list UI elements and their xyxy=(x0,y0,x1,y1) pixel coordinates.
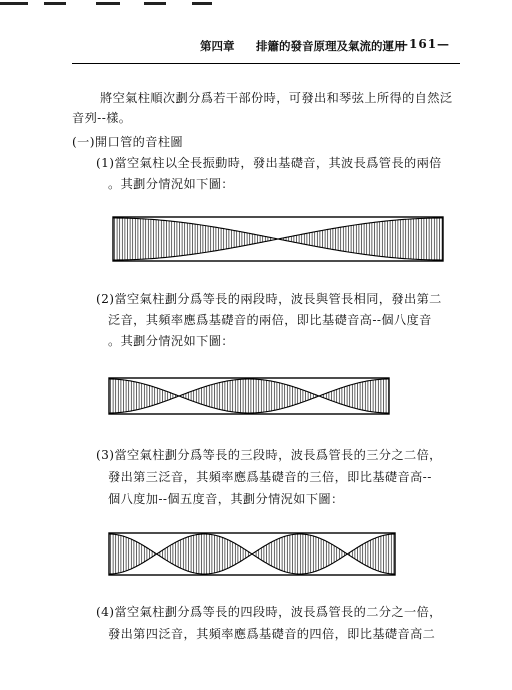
chapter-title: 排簫的發音原理及氣流的運用 xyxy=(256,39,406,53)
item-2-line-2: 泛音，其頻率應爲基礎音的兩倍，即比基礎音高--個八度音 xyxy=(108,313,432,327)
chapter-label: 第四章 xyxy=(200,39,235,53)
item-1-line-1: (1)當空氣柱以全長振動時，發出基礎音，其波長爲管長的兩倍 xyxy=(96,156,442,170)
item-4-line-2: 發出第四泛音，其頻率應爲基礎音的四倍，即比基礎音高二 xyxy=(108,627,436,641)
running-header xyxy=(200,38,490,58)
item-1-line-2: 。其劃分情況如下圖： xyxy=(108,177,234,191)
standing-wave-diagram-3-segments xyxy=(108,532,396,576)
wave-envelope-lower xyxy=(113,218,443,260)
intro-paragraph-line-2: 音列--樣。 xyxy=(72,111,132,125)
header-rule xyxy=(72,63,460,64)
standing-wave-diagram-2-segments xyxy=(108,377,390,415)
page-number: —161— xyxy=(396,37,451,51)
pipe-diagram-fundamental xyxy=(112,216,444,262)
section-heading: (一)開口管的音柱圖 xyxy=(72,135,184,149)
item-2-line-1: (2)當空氣柱劃分爲等長的兩段時，波長與管長相同，發出第二 xyxy=(96,292,442,306)
item-3-line-2: 發出第三泛音，其頻率應爲基礎音的三倍，即比基礎音高-- xyxy=(108,470,432,484)
pipe-diagram-third-harmonic xyxy=(108,532,396,576)
item-2-line-3: 。其劃分情況如下圖： xyxy=(108,334,234,348)
item-3-line-1: (3)當空氣柱劃分爲等長的三段時，波長爲管長的三分之二倍， xyxy=(96,448,442,462)
item-3-line-3: 個八度加--個五度音，其劃分情況如下圖： xyxy=(108,492,344,506)
item-4-line-1: (4)當空氣柱劃分爲等長的四段時，波長爲管長的二分之一倍， xyxy=(96,605,442,619)
pipe-diagram-second-harmonic xyxy=(108,377,390,415)
scan-edge-marks xyxy=(0,0,512,10)
intro-paragraph-line-1: 將空氣柱順次劃分爲若干部份時，可發出和琴弦上所得的自然泛 xyxy=(100,91,453,105)
standing-wave-diagram-1-segment xyxy=(112,216,444,262)
